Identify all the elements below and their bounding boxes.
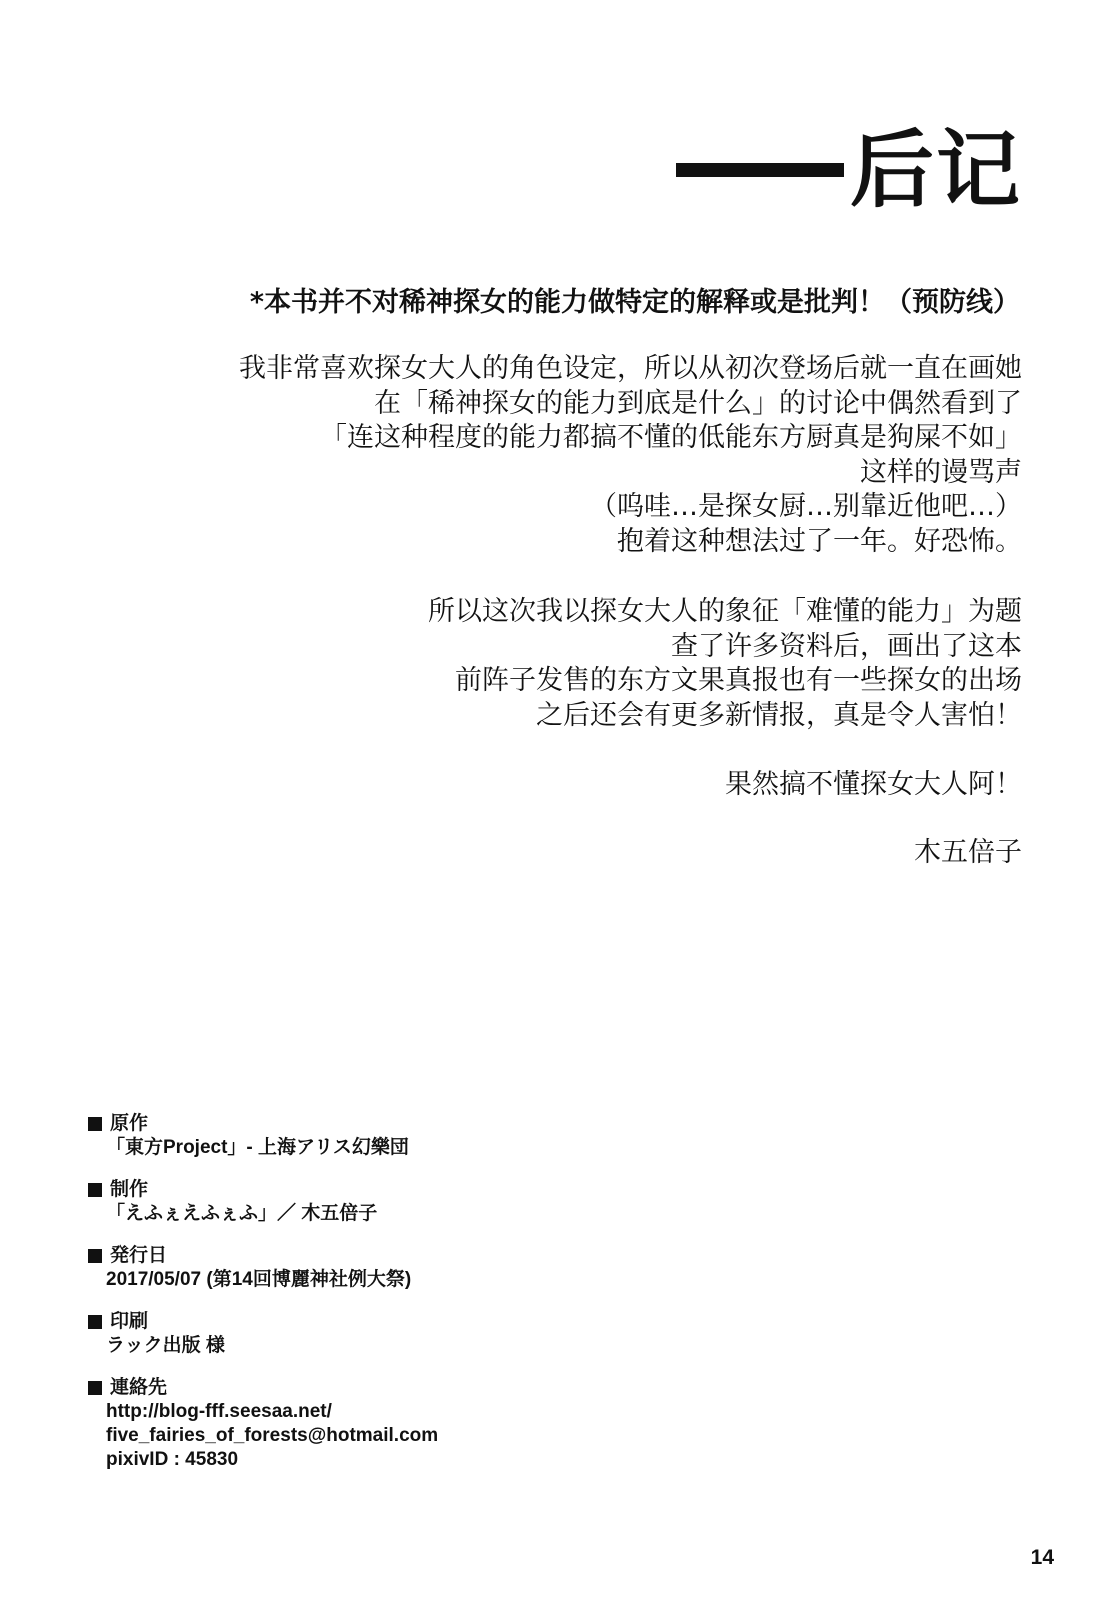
paragraph-line: 抱着这种想法过了一年。好恐怖。 xyxy=(617,525,1022,557)
afterword-paragraph-2 xyxy=(428,595,1022,733)
afterword-paragraph-3 xyxy=(725,768,1022,803)
colophon-heading: 制作 xyxy=(110,1179,149,1200)
paragraph-line: 前阵子发售的东方文果真报也有一些探女的出场 xyxy=(455,665,1022,696)
colophon xyxy=(88,1112,438,1490)
paragraph-line: （呜哇…是探女厨…别靠近他吧…） xyxy=(590,491,1022,522)
author-signature: 木五倍子 xyxy=(914,837,1022,868)
colophon-value: 2017/05/07 (第14回博麗神社例大祭) xyxy=(106,1269,412,1290)
paragraph-line: 查了许多资料后，画出了这本 xyxy=(671,630,1022,662)
colophon-heading: 連絡先 xyxy=(110,1377,168,1398)
contact-email-link[interactable]: five_fairies_of_forests@hotmail.com xyxy=(106,1425,439,1446)
paragraph-line: 「连这种程度的能力都搞不懂的低能东方厨真是狗屎不如」 xyxy=(320,422,1022,453)
title-dash-rule xyxy=(676,163,844,177)
paragraph-line: 我非常喜欢探女大人的角色设定，所以从初次登场后就一直在画她 xyxy=(239,353,1022,384)
afterword-paragraph-1 xyxy=(239,352,1022,559)
page-number: 14 xyxy=(1030,1546,1054,1569)
colophon-publish-date xyxy=(88,1244,438,1292)
colophon-heading: 印刷 xyxy=(110,1311,149,1332)
colophon-contact xyxy=(88,1376,438,1472)
colophon-original-work xyxy=(88,1112,438,1160)
colophon-printing xyxy=(88,1310,438,1358)
paragraph-line: 这样的谩骂声 xyxy=(860,456,1022,488)
paragraph-line: 果然搞不懂探女大人阿！ xyxy=(725,769,1022,800)
disclaimer-text: *本书并不对稀神探女的能力做特定的解释或是批判！（预防线） xyxy=(249,287,1020,318)
page-title: 后记 xyxy=(849,121,1022,219)
bullet-square-icon xyxy=(88,1183,102,1197)
colophon-value: 「東方Project」- 上海アリス幻樂団 xyxy=(106,1137,409,1158)
contact-pixiv-id: pixivID : 45830 xyxy=(106,1449,239,1470)
bullet-square-icon xyxy=(88,1249,102,1263)
bullet-square-icon xyxy=(88,1381,102,1395)
colophon-value: 「えふぇえふぇふ」／ 木五倍子 xyxy=(106,1203,378,1224)
bullet-square-icon xyxy=(88,1117,102,1131)
afterword-heading xyxy=(676,121,1022,219)
paragraph-line: 之后还会有更多新情报，真是令人害怕！ xyxy=(536,699,1022,731)
bullet-square-icon xyxy=(88,1315,102,1329)
colophon-heading: 発行日 xyxy=(110,1245,168,1266)
paragraph-line: 所以这次我以探女大人的象征「难懂的能力」为题 xyxy=(428,596,1022,627)
colophon-value: ラック出版 様 xyxy=(106,1335,225,1356)
colophon-production xyxy=(88,1178,438,1226)
colophon-heading: 原作 xyxy=(110,1113,149,1134)
paragraph-line: 在「稀神探女的能力到底是什么」的讨论中偶然看到了 xyxy=(374,387,1022,419)
contact-url-link[interactable]: http://blog-fff.seesaa.net/ xyxy=(106,1401,332,1422)
